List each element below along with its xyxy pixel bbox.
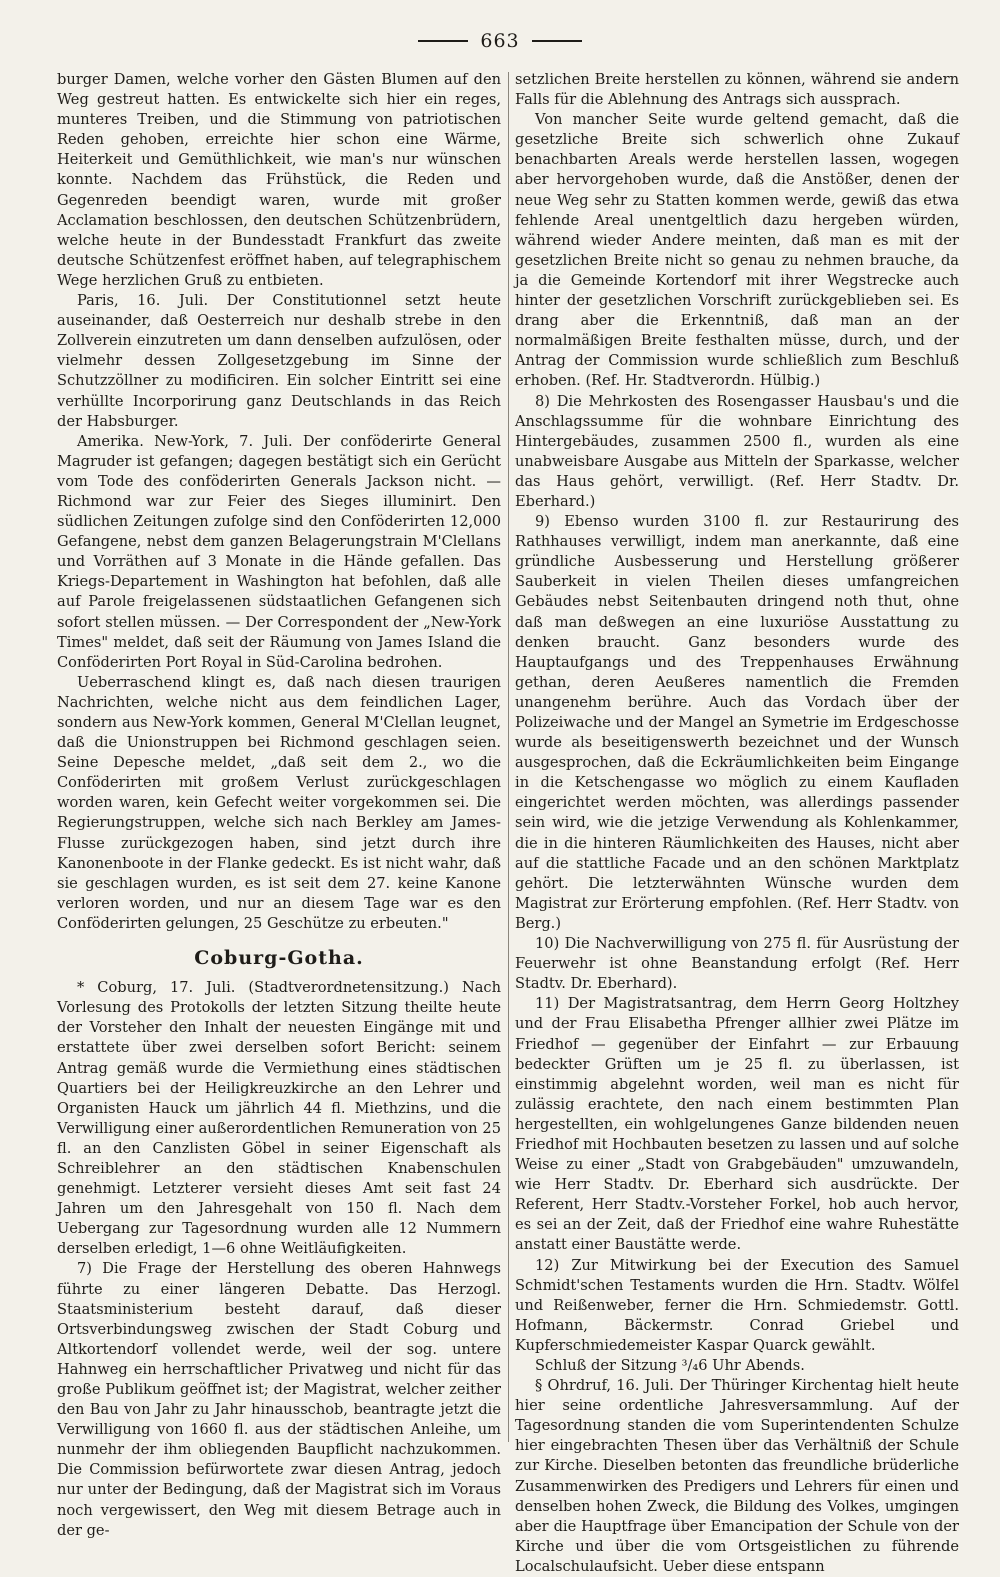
column-divider — [508, 72, 509, 1442]
article-paragraph: burger Damen, welche vorher den Gästen Blumen auf den Weg gestreut hatten. Es entwickelte sich hier ein reges, munteres Treiben, und die Stimmung von patriotischen Reden gehoben, erreichte hier schon eine Wärme, Heiterkeit und Gemüthlichkeit, wie man's nur wünschen konnte. Nachdem das Frühstück, die Reden und Gegenreden beendigt waren, wurde mit großer Acclamation beschlossen, den deutschen Schützenbrüdern, welche heute in der Bundesstadt Frankfurt das zweite deutsche Schützenfest eröffnet haben, auf telegraphischem Wege herzlichen Gruß zu entbieten. — [57, 71, 501, 289]
article-paris: Paris, 16. Juli. Der Constitutionnel setzt heute auseinander, daß Oesterreich nur deshalb strebe in den Zollverein einzutreten um dann denselben aufzulösen, oder vielmehr dessen Zollgesetzgebung im Sinne der Schutzzöllner zu modificiren. Ein solcher Eintritt sei eine verhüllte Incorporirung ganz Deutschlands in das Reich der Habsburger. — [57, 292, 501, 430]
left-column — [57, 70, 501, 1539]
article-paragraph: setzlichen Breite herstellen zu können, während sie andern Falls für die Ablehnung des Antrags sich aussprach. — [515, 71, 959, 109]
article-paragraph: 8) Die Mehrkosten des Rosengasser Hausbau's und die Anschlagssumme für die wohnbare Einrichtung des Hintergebäudes, zusammen 2500 fl., wurden als eine unabweisbare Ausgabe aus Mitteln der Sparkasse, welcher das Haus gehört, verwilligt. (Ref. Herr Stadtv. Dr. Eberhard.) — [515, 392, 959, 510]
article-paragraph: 10) Die Nachverwilligung von 275 fl. für Ausrüstung der Feuerwehr ist ohne Beanstandung erfolgt (Ref. Herr Stadtv. Dr. Eberhard). — [515, 935, 959, 993]
page-number: 663 — [480, 30, 520, 52]
article-paragraph: 7) Die Frage der Herstellung des oberen Hahnwegs führte zu einer längeren Debatte. Das Herzogl. Staatsministerium besteht darauf, daß dieser Ortsverbindungsweg zwischen der Stadt Coburg und Altkortendorf vollendet werde, weil der sog. untere Hahnweg ein herrschaftlicher Privatweg und nicht für das große Publikum geöffnet ist; der Magistrat, welcher zeither den Bau von Jahr zu Jahr hinausschob, beantragte jetzt die Verwilligung von 1660 fl. aus der städtischen Anleihe, um nunmehr der ihm obliegenden Baupflicht nachzukommen. Die Commission befürwortete zwar diesen Antrag, jedoch nur unter der Bedingung, daß der Magistrat sich im Voraus noch vergewissert, den Weg mit diesem Betrage auch in der ge- — [57, 1260, 501, 1539]
header-rule-right — [532, 40, 582, 42]
article-amerika: Amerika. New-York, 7. Juli. Der conföderirte General Magruder ist gefangen; dagegen bestätigt sich ein Gerücht vom Tode des conföderirten Generals Jackson nicht. — Richmond war zur Feier des Sieges illuminirt. Den südlichen Zeitungen zufolge sind den Conföderirten 12,000 Gefangene, nebst dem ganzen Belagerungstrain M'Clellans und Vorräthen auf 3 Monate in die Hände gefallen. Das Kriegs-Departement in Washington hat befohlen, daß alle auf Parole freigelassenen südstaatlichen Gefangenen sich sofort stellen müssen. — Der Correspondent der „New-York Times" meldet, daß seit der Räumung von James Island die Conföderirten Port Royal in Süd-Carolina bedrohen. — [57, 432, 501, 671]
article-paragraph: 11) Der Magistratsantrag, dem Herrn Georg Holtzhey und der Frau Elisabetha Pfrenger allhier zwei Plätze im Friedhof — gegenüber der Einfahrt — zur Erbauung bedeckter Grüften um je 25 fl. zu überlassen, ist einstimmig abgelehnt worden, weil man es nicht für zulässig erachtete, den nach einem bestimmten Plan hergestellten, ein wohlgelungenes Ganze bildenden neuen Friedhof mit Hochbauten besetzen zu lassen und auf solche Weise zu einer „Stadt von Grabgebäuden" umzuwandeln, wie Herr Stadtv. Dr. Eberhard sich ausdrückte. Der Referent, Herr Stadtv.-Vorsteher Forkel, hob auch hervor, es sei an der Zeit, daß der Friedhof eine wahre Ruhestätte anstatt einer Baustätte werde. — [515, 995, 959, 1254]
article-paragraph: Schluß der Sitzung ³/₄6 Uhr Abends. — [535, 1357, 805, 1374]
article-coburg: * Coburg, 17. Juli. (Stadtverordnetensitzung.) Nach Vorlesung des Protokolls der letzten Sitzung theilte heute der Vorsteher den Inhalt der neuesten Eingänge mit und erstattete über zwei derselben sofort Bericht: seinem Antrag gemäß wurde die Vermiethung eines städtischen Quartiers bei der Heiligkreuzkirche an den Lehrer und Organisten Hauck um jährlich 44 fl. Miethzins, und die Verwilligung einer außerordentlichen Remuneration von 25 fl. an den Canzlisten Göbel in seiner Eigenschaft als Schreiblehrer an den städtischen Knabenschulen genehmigt. Letzterer versieht dieses Amt seit fast 24 Jahren um den Jahresgehalt von 150 fl. Nach dem Uebergang zur Tagesordnung wurden alle 12 Nummern derselben erledigt, 1—6 ohne Weitläufigkeiten. — [57, 979, 501, 1258]
article-paragraph: Ueberraschend klingt es, daß nach diesen traurigen Nachrichten, welche nicht aus dem feindlichen Lager, sondern aus New-York kommen, General M'Clellan leugnet, daß die Unionstruppen bei Richmond geschlagen seien. Seine Depesche meldet, „daß seit dem 2., wo die Conföderirten mit großem Verlust zurückgeschlagen worden waren, kein Gefecht weiter vorgekommen sei. Die Regierungstruppen, welche sich nach Berkley am James-Flusse zurückgezogen haben, sind jetzt durch ihre Kanonenboote in der Flanke gedeckt. Es ist nicht wahr, daß sie geschlagen wurden, es ist seit dem 27. keine Kanone verloren worden, und nur an diesem Tage war es den Conföderirten gelungen, 25 Geschütze zu erbeuten." — [57, 673, 501, 932]
article-paragraph: Von mancher Seite wurde geltend gemacht, daß die gesetzliche Breite sich schwerlich ohne Zukauf benachbarten Areals werde herstellen lassen, wogegen aber hervorgehoben wurde, daß die Anstößer, denen der neue Weg sehr zu Statten kommen werde, gewiß das etwa fehlende Areal unentgeltlich dazu hergeben würden, während wieder Andere meinten, daß man es mit der gesetzlichen Breite nicht so genau zu nehmen brauche, da ja die Gemeinde Kortendorf mit ihrer Wegstrecke auch hinter der gesetzlichen Vorschrift zurückgeblieben sei. Es drang aber die Erkenntniß, daß man an der normalmäßigen Breite festhalten müsse, durch, und der Antrag der Commission wurde schließlich zum Beschluß erhoben. (Ref. Hr. Stadtverordn. Hülbig.) — [515, 111, 959, 390]
right-column — [515, 70, 959, 1575]
article-ohrdruf: § Ohrdruf, 16. Juli. Der Thüringer Kirchentag hielt heute hier seine ordentliche Jahresversammlung. Auf der Tagesordnung standen die vom Superintendenten Schulze hier eingebrachten Thesen über das Verhältniß der Schule zur Kirche. Dieselben betonten das freundliche brüderliche Zusammenwirken des Predigers und Lehrers für einen und denselben hohen Zweck, die Bildung des Volkes, umgingen aber die Hauptfrage über Emancipation der Schule von der Kirche und über die vom Ortsgeistlichen zu führende Localschulaufsicht. Ueber diese entspann — [515, 1377, 959, 1575]
header-rule-left — [418, 40, 468, 42]
article-paragraph: 12) Zur Mitwirkung bei der Execution des Samuel Schmidt'schen Testaments wurden die Hrn. Stadtv. Wölfel und Reißenweber, ferner die Hrn. Schmiedemstr. Gottl. Hofmann, Bäckermstr. Conrad Griebel und Kupferschmiedemeister Kaspar Quarck gewählt. — [515, 1256, 959, 1354]
article-paragraph: 9) Ebenso wurden 3100 fl. zur Restaurirung des Rathhauses verwilligt, indem man anerkannte, daß eine gründliche Ausbesserung und Herstellung größerer Sauberkeit in vielen Theilen dieses umfangreichen Gebäudes nebst Seitenbauten dringend noth thut, ohne daß man deßwegen an eine luxuriöse Ausstattung zu denken braucht. Ganz besonders wurde des Hauptaufgangs und des Treppenhauses Erwähnung gethan, deren Aeußeres namentlich die Fremden unangenehm berühre. Auch das Vordach über der Polizeiwache und der Mangel an Symetrie im Erdgeschosse wurde als beseitigenswerth bezeichnet und der Wunsch ausgesprochen, daß die Eckräumlichkeiten beim Eingange in die Ketschengasse wo möglich zu einem Kaufladen eingerichtet werden möchten, was allerdings passender sein wird, wie die jetzige Verwendung als Kohlenkammer, die in die hinteren Räumlichkeiten des Hauses, nicht aber auf die stattliche Facade und an den schönen Marktplatz gehört. Die letzterwähnten Wünsche wurden dem Magistrat zur Erörterung empfohlen. (Ref. Herr Stadtv. von Berg.) — [515, 513, 959, 932]
page-header — [0, 26, 1000, 56]
section-heading: Coburg-Gotha. — [194, 947, 364, 970]
